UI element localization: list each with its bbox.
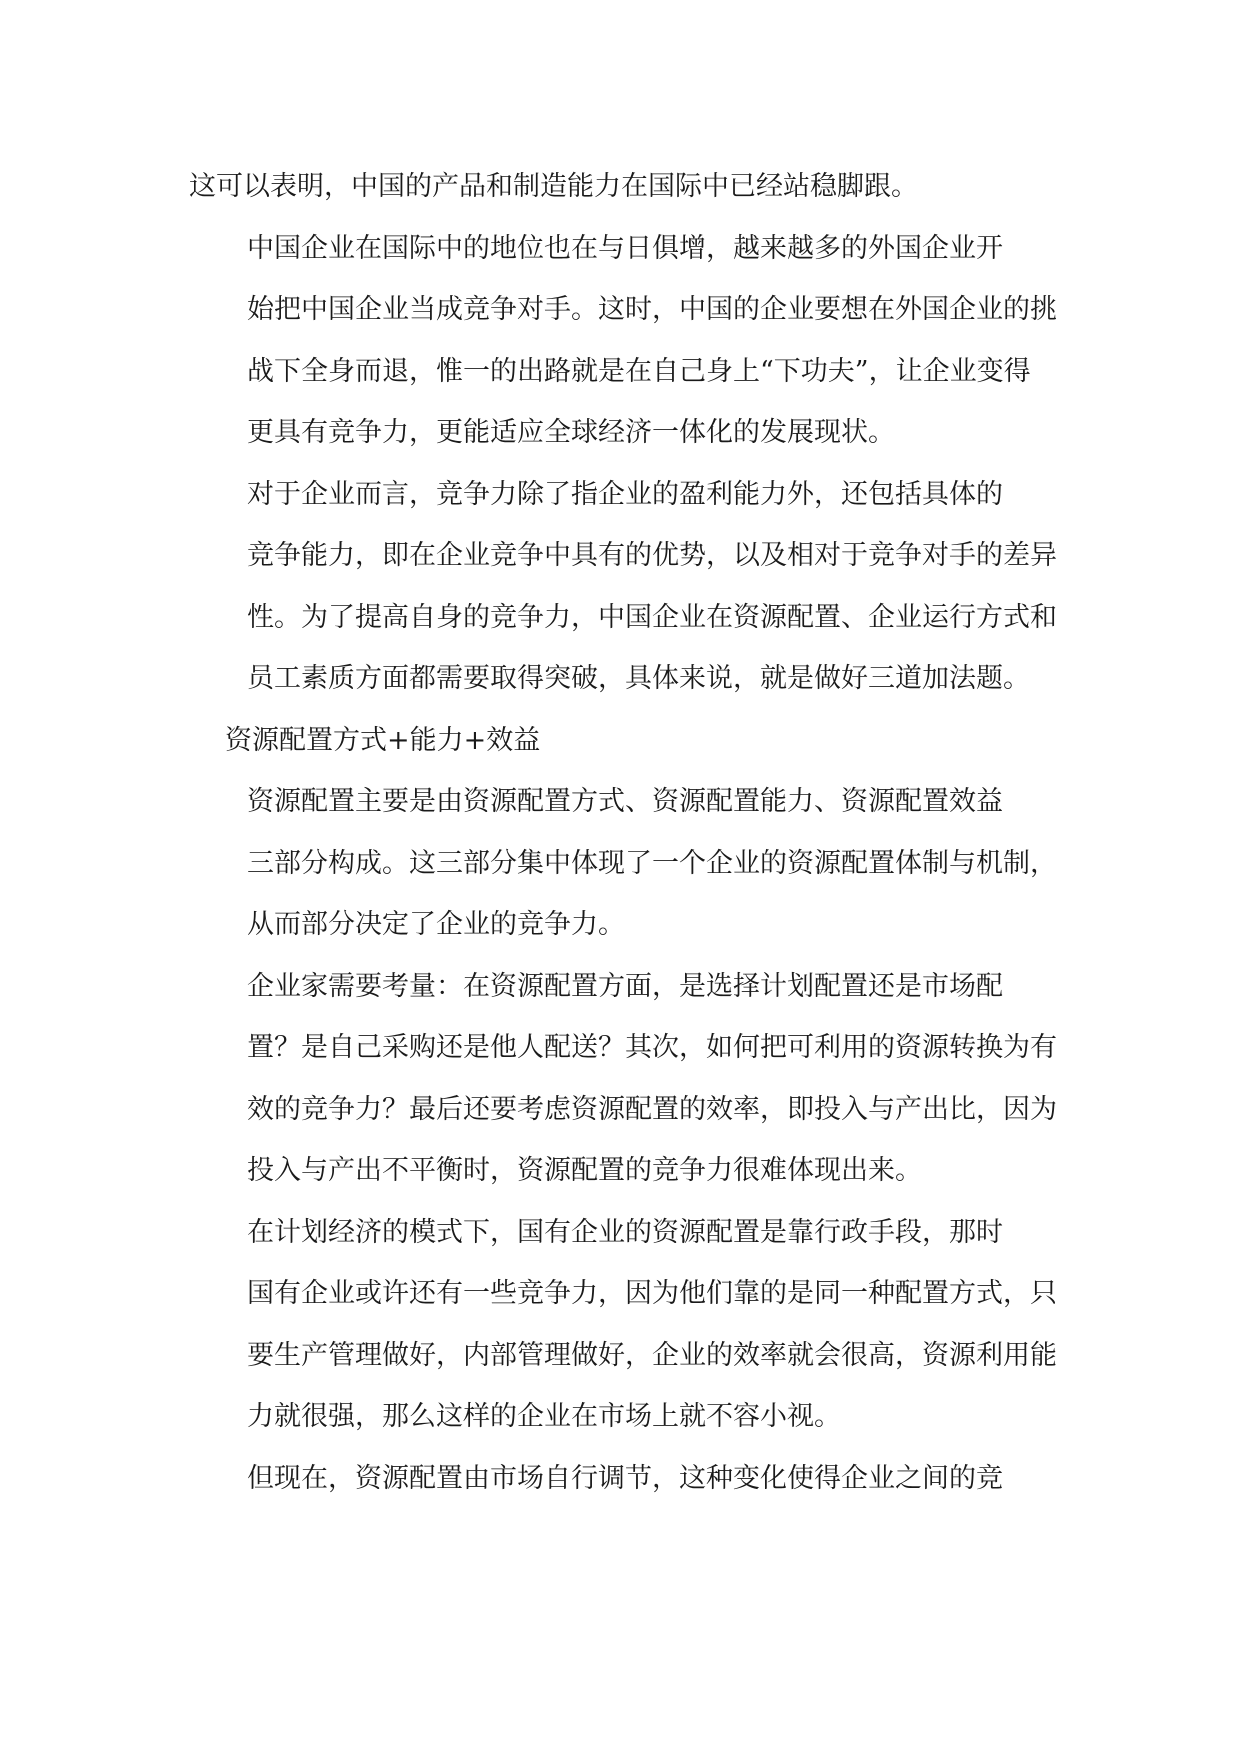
- text-line: 竞争能力，即在企业竞争中具有的优势，以及相对于竞争对手的差异: [247, 540, 1057, 571]
- text-line: 置？是自己采购还是他人配送？其次，如何把可利用的资源转换为有: [247, 1032, 1057, 1063]
- text-line: 对于企业而言，竞争力除了指企业的盈利能力外，还包括具体的: [247, 478, 1003, 510]
- text-line: 三部分构成。这三部分集中体现了一个企业的资源配置体制与机制，: [247, 847, 1057, 879]
- text-line: 员工素质方面都需要取得突破，具体来说，就是做好三道加法题。: [247, 663, 1030, 694]
- text-line: 从而部分决定了企业的竞争力。: [247, 909, 625, 940]
- document-body: [189, 156, 1057, 1509]
- heading-text: 资源配置方式+能力+效益: [225, 724, 541, 756]
- paragraph-resource-allocation: [189, 771, 1057, 956]
- text-line: 始把中国企业当成竞争对手。这时，中国的企业要想在外国企业的挑: [247, 294, 1057, 325]
- paragraph-market-allocation: [189, 1448, 1051, 1510]
- text-line: 性。为了提高自身的竞争力，中国企业在资源配置、企业运行方式和: [247, 601, 1057, 633]
- text-line: 更具有竞争力，更能适应全球经济一体化的发展现状。: [247, 417, 895, 448]
- section-heading: [189, 710, 1051, 772]
- paragraph-competitiveness-definition: [189, 464, 1057, 710]
- paragraph-entrepreneur-considerations: [189, 956, 1057, 1202]
- text-line: 效的竞争力？最后还要考虑资源配置的效率，即投入与产出比，因为: [247, 1093, 1057, 1125]
- text-line: 但现在，资源配置由市场自行调节，这种变化使得企业之间的竞: [247, 1462, 1003, 1494]
- text-line: 战下全身而退，惟一的出路就是在自己身上“下功夫”，让企业变得: [247, 355, 1031, 387]
- paragraph-planned-economy: [189, 1202, 1057, 1448]
- text-line: 投入与产出不平衡时，资源配置的竞争力很难体现出来。: [247, 1155, 922, 1186]
- text-line: 力就很强，那么这样的企业在市场上就不容小视。: [247, 1401, 841, 1432]
- text-line: 中国企业在国际中的地位也在与日俱增，越来越多的外国企业开: [247, 232, 1003, 264]
- text-line: 这可以表明，中国的产品和制造能力在国际中已经站稳脚跟。: [189, 171, 918, 202]
- text-line: 资源配置主要是由资源配置方式、资源配置能力、资源配置效益: [247, 786, 1003, 817]
- text-line: 在计划经济的模式下，国有企业的资源配置是靠行政手段，那时: [247, 1216, 1003, 1248]
- paragraph-continued: [189, 156, 1051, 218]
- text-line: 企业家需要考量：在资源配置方面，是选择计划配置还是市场配: [247, 970, 1003, 1002]
- text-line: 要生产管理做好，内部管理做好，企业的效率就会很高，资源利用能: [247, 1339, 1057, 1371]
- paragraph-global-competition: [189, 218, 1057, 464]
- text-line: 国有企业或许还有一些竞争力，因为他们靠的是同一种配置方式，只: [247, 1278, 1057, 1309]
